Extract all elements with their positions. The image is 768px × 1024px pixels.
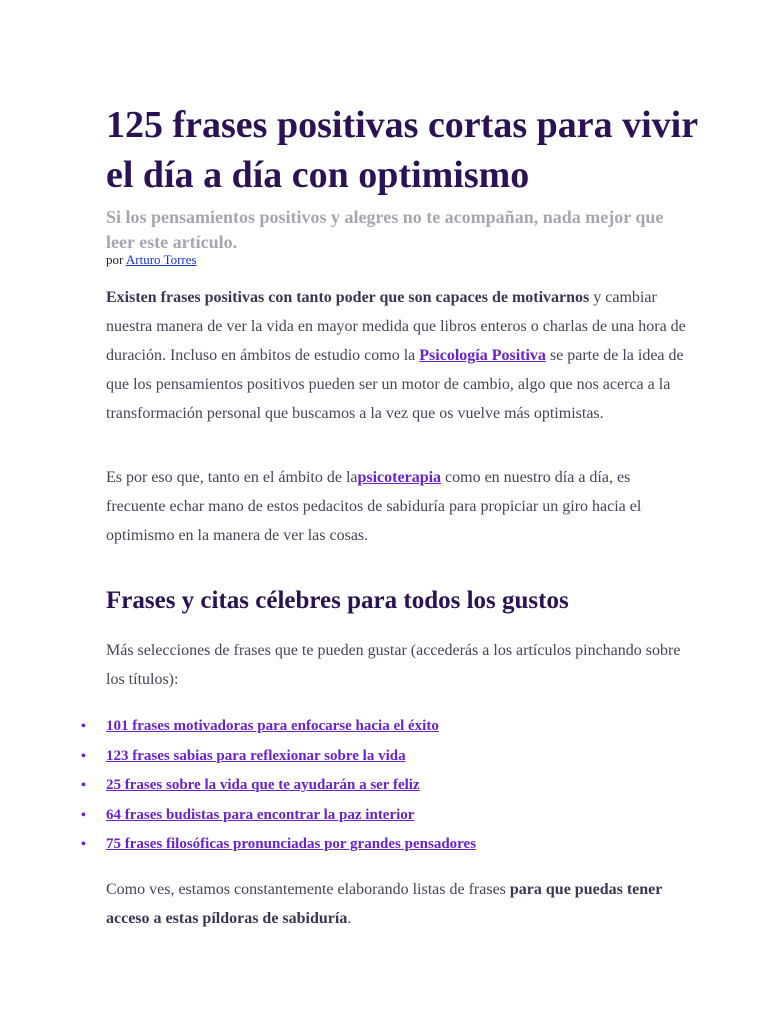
intro-text-a: y cambiar nuestra manera de ver la vida en mayor medida que libros enteros o charlas de una hora de duración. Incluso en ámbitos de estudio como la xyxy=(106,289,686,364)
psychotherapy-link[interactable]: psicoterapia xyxy=(357,469,442,486)
related-article-link[interactable]: 123 frases sabias para reflexionar sobre la vida xyxy=(106,747,406,764)
section-intro: Más selecciones de frases que te pueden gustar (accederás a los artículos pinchando sobre los títulos): xyxy=(106,642,681,688)
psychotherapy-paragraph xyxy=(106,463,686,550)
list-item xyxy=(81,830,686,860)
list-item xyxy=(81,801,686,831)
related-article-link[interactable]: 101 frases motivadoras para enfocarse hacia el éxito xyxy=(106,718,439,734)
related-article-link[interactable]: 25 frases sobre la vida que te ayudarán a ser feliz xyxy=(106,777,420,793)
bullet-icon: • xyxy=(81,807,86,823)
article-subtitle: Si los pensamientos positivos y alegres no te acompañan, nada mejor que leer este artículo. xyxy=(106,207,664,252)
intro-paragraph xyxy=(106,283,686,428)
intro-bold-lead: Existen frases positivas con tanto poder que son capaces de motivarnos xyxy=(106,289,590,306)
bullet-icon: • xyxy=(81,778,86,793)
related-article-link[interactable]: 64 frases budistas para encontrar la paz interior xyxy=(106,806,415,823)
closing-paragraph xyxy=(106,875,686,933)
related-articles-list xyxy=(81,712,686,860)
author-link[interactable]: Arturo Torres xyxy=(125,252,197,267)
positive-psychology-link[interactable]: Psicología Positiva xyxy=(419,347,546,364)
p4-text-a: Como ves, estamos constantemente elaborando listas de frases xyxy=(106,881,510,898)
p2-text-b: como en nuestro día a día, es frecuente echar mano de estos pedacitos de sabiduría para propiciar un giro hacia el optimismo en la manera de ver las cosas. xyxy=(106,469,642,544)
byline-prefix: por xyxy=(106,252,124,267)
p2-text-a: Es por eso que, tanto en el ámbito de la xyxy=(106,469,358,486)
bullet-icon: • xyxy=(81,837,86,852)
list-item xyxy=(81,771,686,801)
byline xyxy=(106,251,197,268)
list-item xyxy=(81,712,686,742)
intro-text-b: se parte de la idea de que los pensamientos positivos pueden ser un motor de cambio, algo que nos acerca a la transformación personal que buscamos a la vez que os vuelve más optimistas. xyxy=(106,347,684,422)
list-item xyxy=(81,742,686,772)
bullet-icon: • xyxy=(81,748,86,764)
article-title: 125 frases positivas cortas para vivir el día a día con optimismo xyxy=(106,104,698,196)
related-article-link[interactable]: 75 frases filosóficas pronunciadas por grandes pensadores xyxy=(106,836,477,852)
p4-bold: para que puedas tener acceso a estas píldoras de sabiduría xyxy=(106,881,663,927)
p4-text-b: . xyxy=(347,910,352,927)
bullet-icon: • xyxy=(81,719,86,734)
section-heading: Frases y citas célebres para todos los gustos xyxy=(106,587,569,614)
